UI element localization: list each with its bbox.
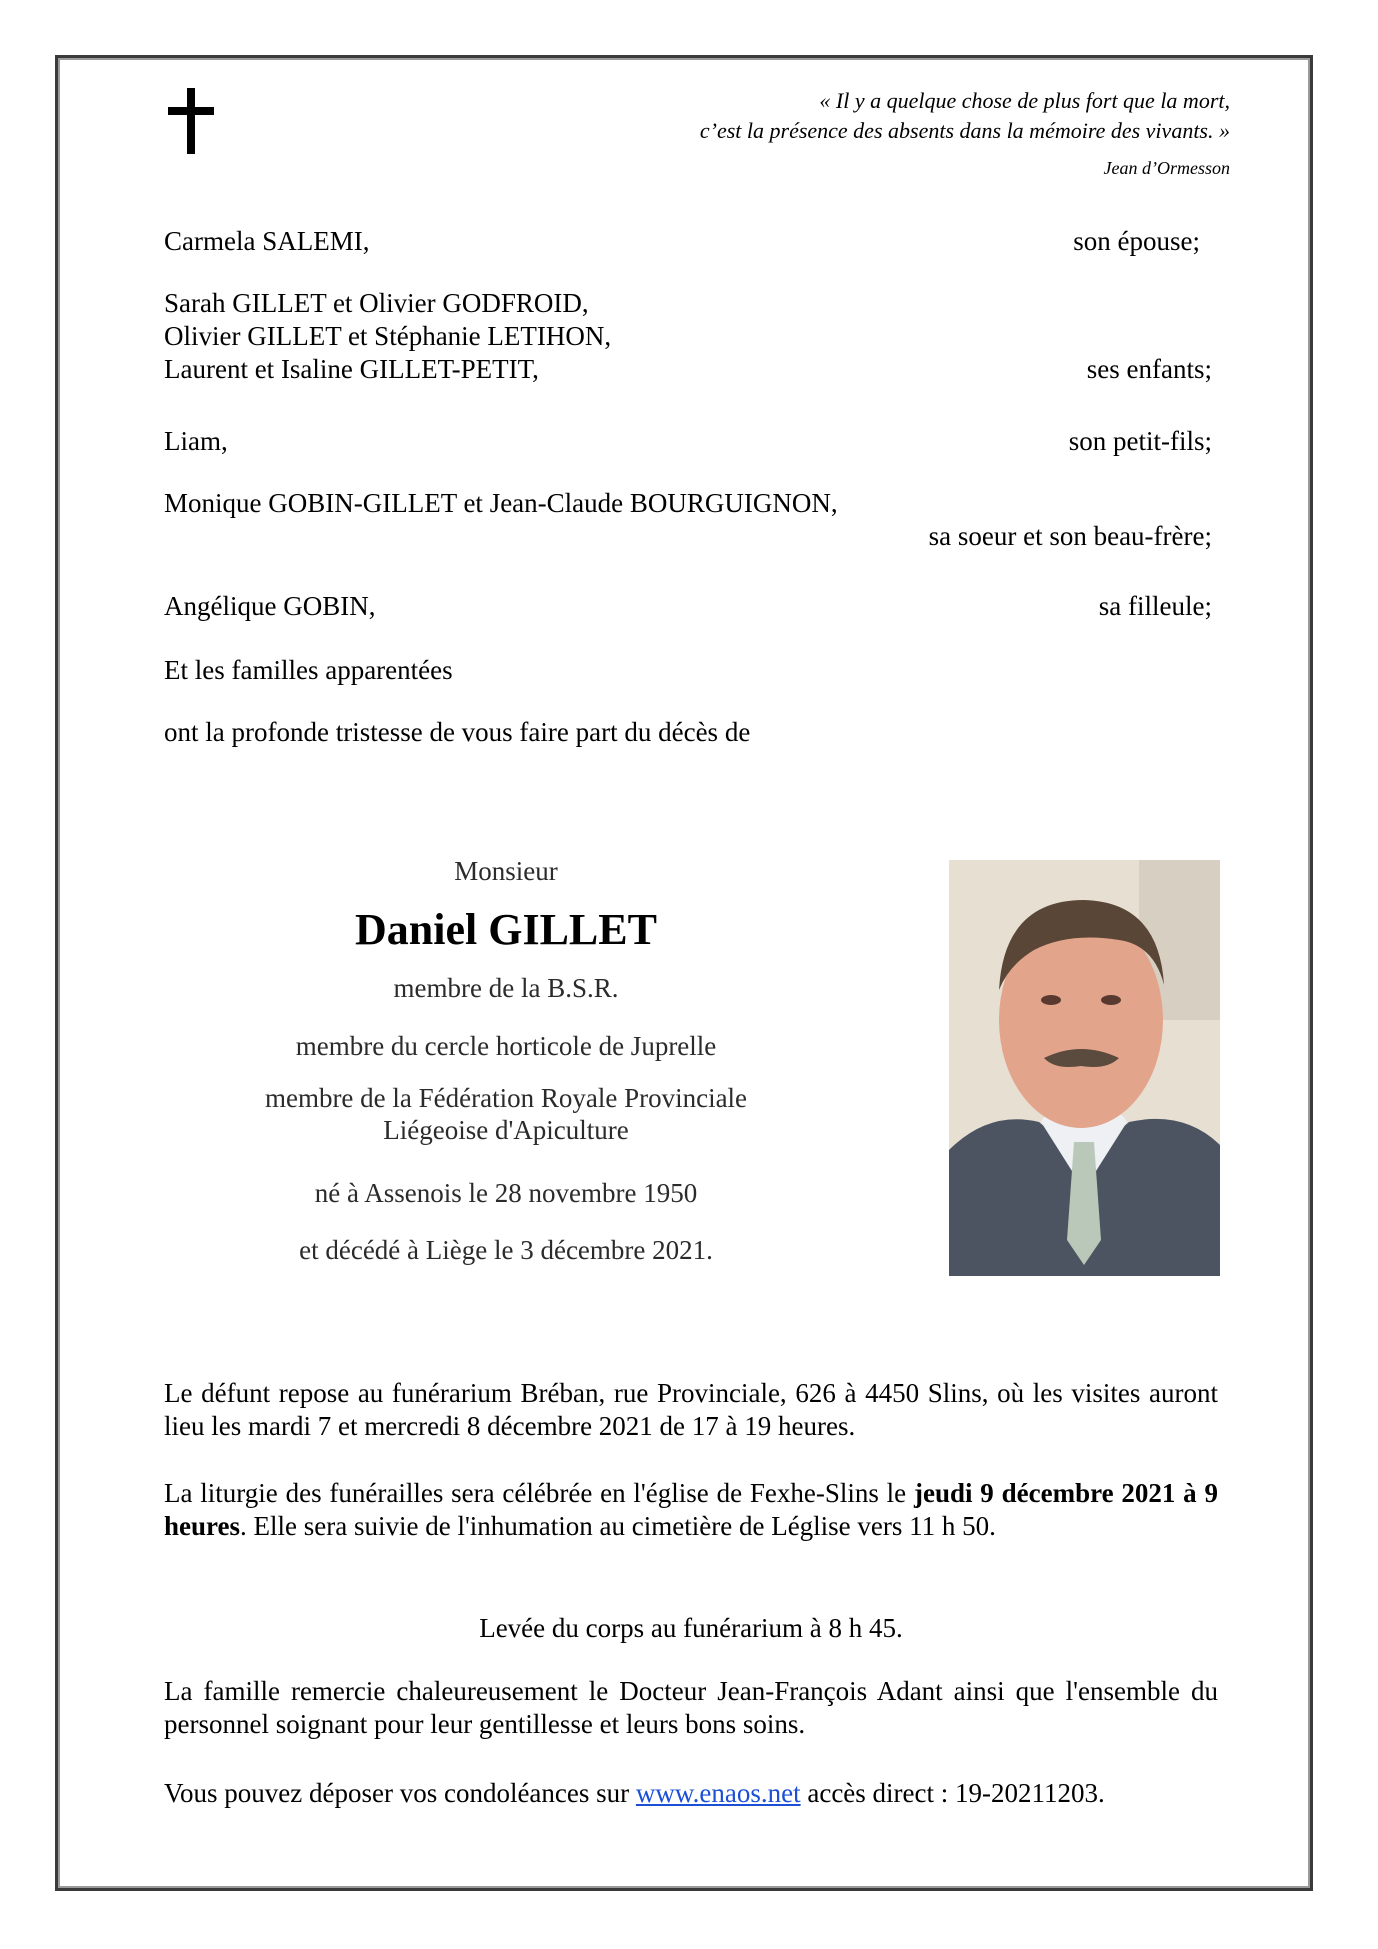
deceased-honorific: Monsieur [454,856,558,886]
family-children [164,287,1212,386]
announcement-line: ont la profonde tristesse de vous faire part du décès de [164,717,751,747]
deceased-line-3b: Liégeoise d'Apiculture [383,1115,629,1145]
family-goddaughter [164,590,1212,623]
sister-name: Monique GOBIN-GILLET et Jean-Claude BOURGUIGNON, [164,488,838,518]
grandson-relation: son petit-fils; [1068,426,1212,456]
deceased-line-3a: membre de la Fédération Royale Provinciale [264,1083,748,1113]
family-sister [164,487,1212,553]
families-line: Et les familles apparentées [164,655,453,685]
funeral-text-start: La liturgie des funérailles sera célébrée en l'église de Fexhe-Slins le [164,1478,914,1508]
quote-line-2: c’est la présence des absents dans la mémoire des vivants. » [699,118,1230,143]
paragraph-thanks: La famille remercie chaleureusement le Docteur Jean-François Adant ainsi que l'ensemble du personnel soignant pour leur gentillesse et leurs bons soins. [164,1676,1218,1739]
child-line-3: Laurent et Isaline GILLET-PETIT, [164,354,539,384]
paragraph-visitation: Le défunt repose au funérarium Bréban, rue Provinciale, 626 à 4450 Slins, où les visites auront lieu les mardi 7 et mercredi 8 décembre 2021 de 17 à 19 heures. [164,1378,1218,1441]
grandson-name: Liam, [164,426,228,456]
funeral-text-end: . Elle sera suivie de l'inhumation au cimetière de Léglise vers 11 h 50. [240,1511,996,1541]
children-relation: ses enfants; [1086,354,1212,384]
deceased-born: né à Assenois le 28 novembre 1950 [314,1178,698,1208]
sister-relation: sa soeur et son beau-frère; [928,521,1212,551]
condolences-text-start: Vous pouvez déposer vos condoléances sur [164,1778,636,1808]
deceased-name: Daniel GILLET [355,905,657,954]
quote-line-1: « Il y a quelque chose de plus fort que la mort, [819,88,1230,113]
child-line-1: Sarah GILLET et Olivier GODFROID, [164,288,589,318]
spouse-relation: son épouse; [1073,226,1200,256]
deceased-died: et décédé à Liège le 3 décembre 2021. [299,1235,713,1265]
condolences-text-end: accès direct : 19-20211203. [800,1778,1105,1808]
enaos-link[interactable]: www.enaos.net [635,1778,801,1808]
deceased-line-1: membre de la B.S.R. [393,973,619,1003]
paragraph-body-lift: Levée du corps au funérarium à 8 h 45. [479,1613,903,1643]
epigraph-quote [700,86,1230,146]
paragraph-condolences [164,1777,1218,1810]
deceased-photo [949,860,1220,1276]
goddaughter-name: Angélique GOBIN, [164,591,376,621]
spouse-name: Carmela SALEMI, [164,226,370,256]
family-grandson [164,425,1212,458]
quote-author: Jean d’Ormesson [1103,158,1230,178]
deceased-line-3 [196,1082,816,1146]
deceased-line-2: membre du cercle horticole de Juprelle [295,1031,717,1061]
cross-icon [168,88,214,154]
paragraph-funeral [164,1477,1218,1543]
child-line-2: Olivier GILLET et Stéphanie LETIHON, [164,321,612,351]
family-spouse [164,225,1212,258]
funeral-date: jeudi 9 décembre 2021 à 9 heures [164,1478,1218,1541]
goddaughter-relation: sa filleule; [1098,591,1212,621]
